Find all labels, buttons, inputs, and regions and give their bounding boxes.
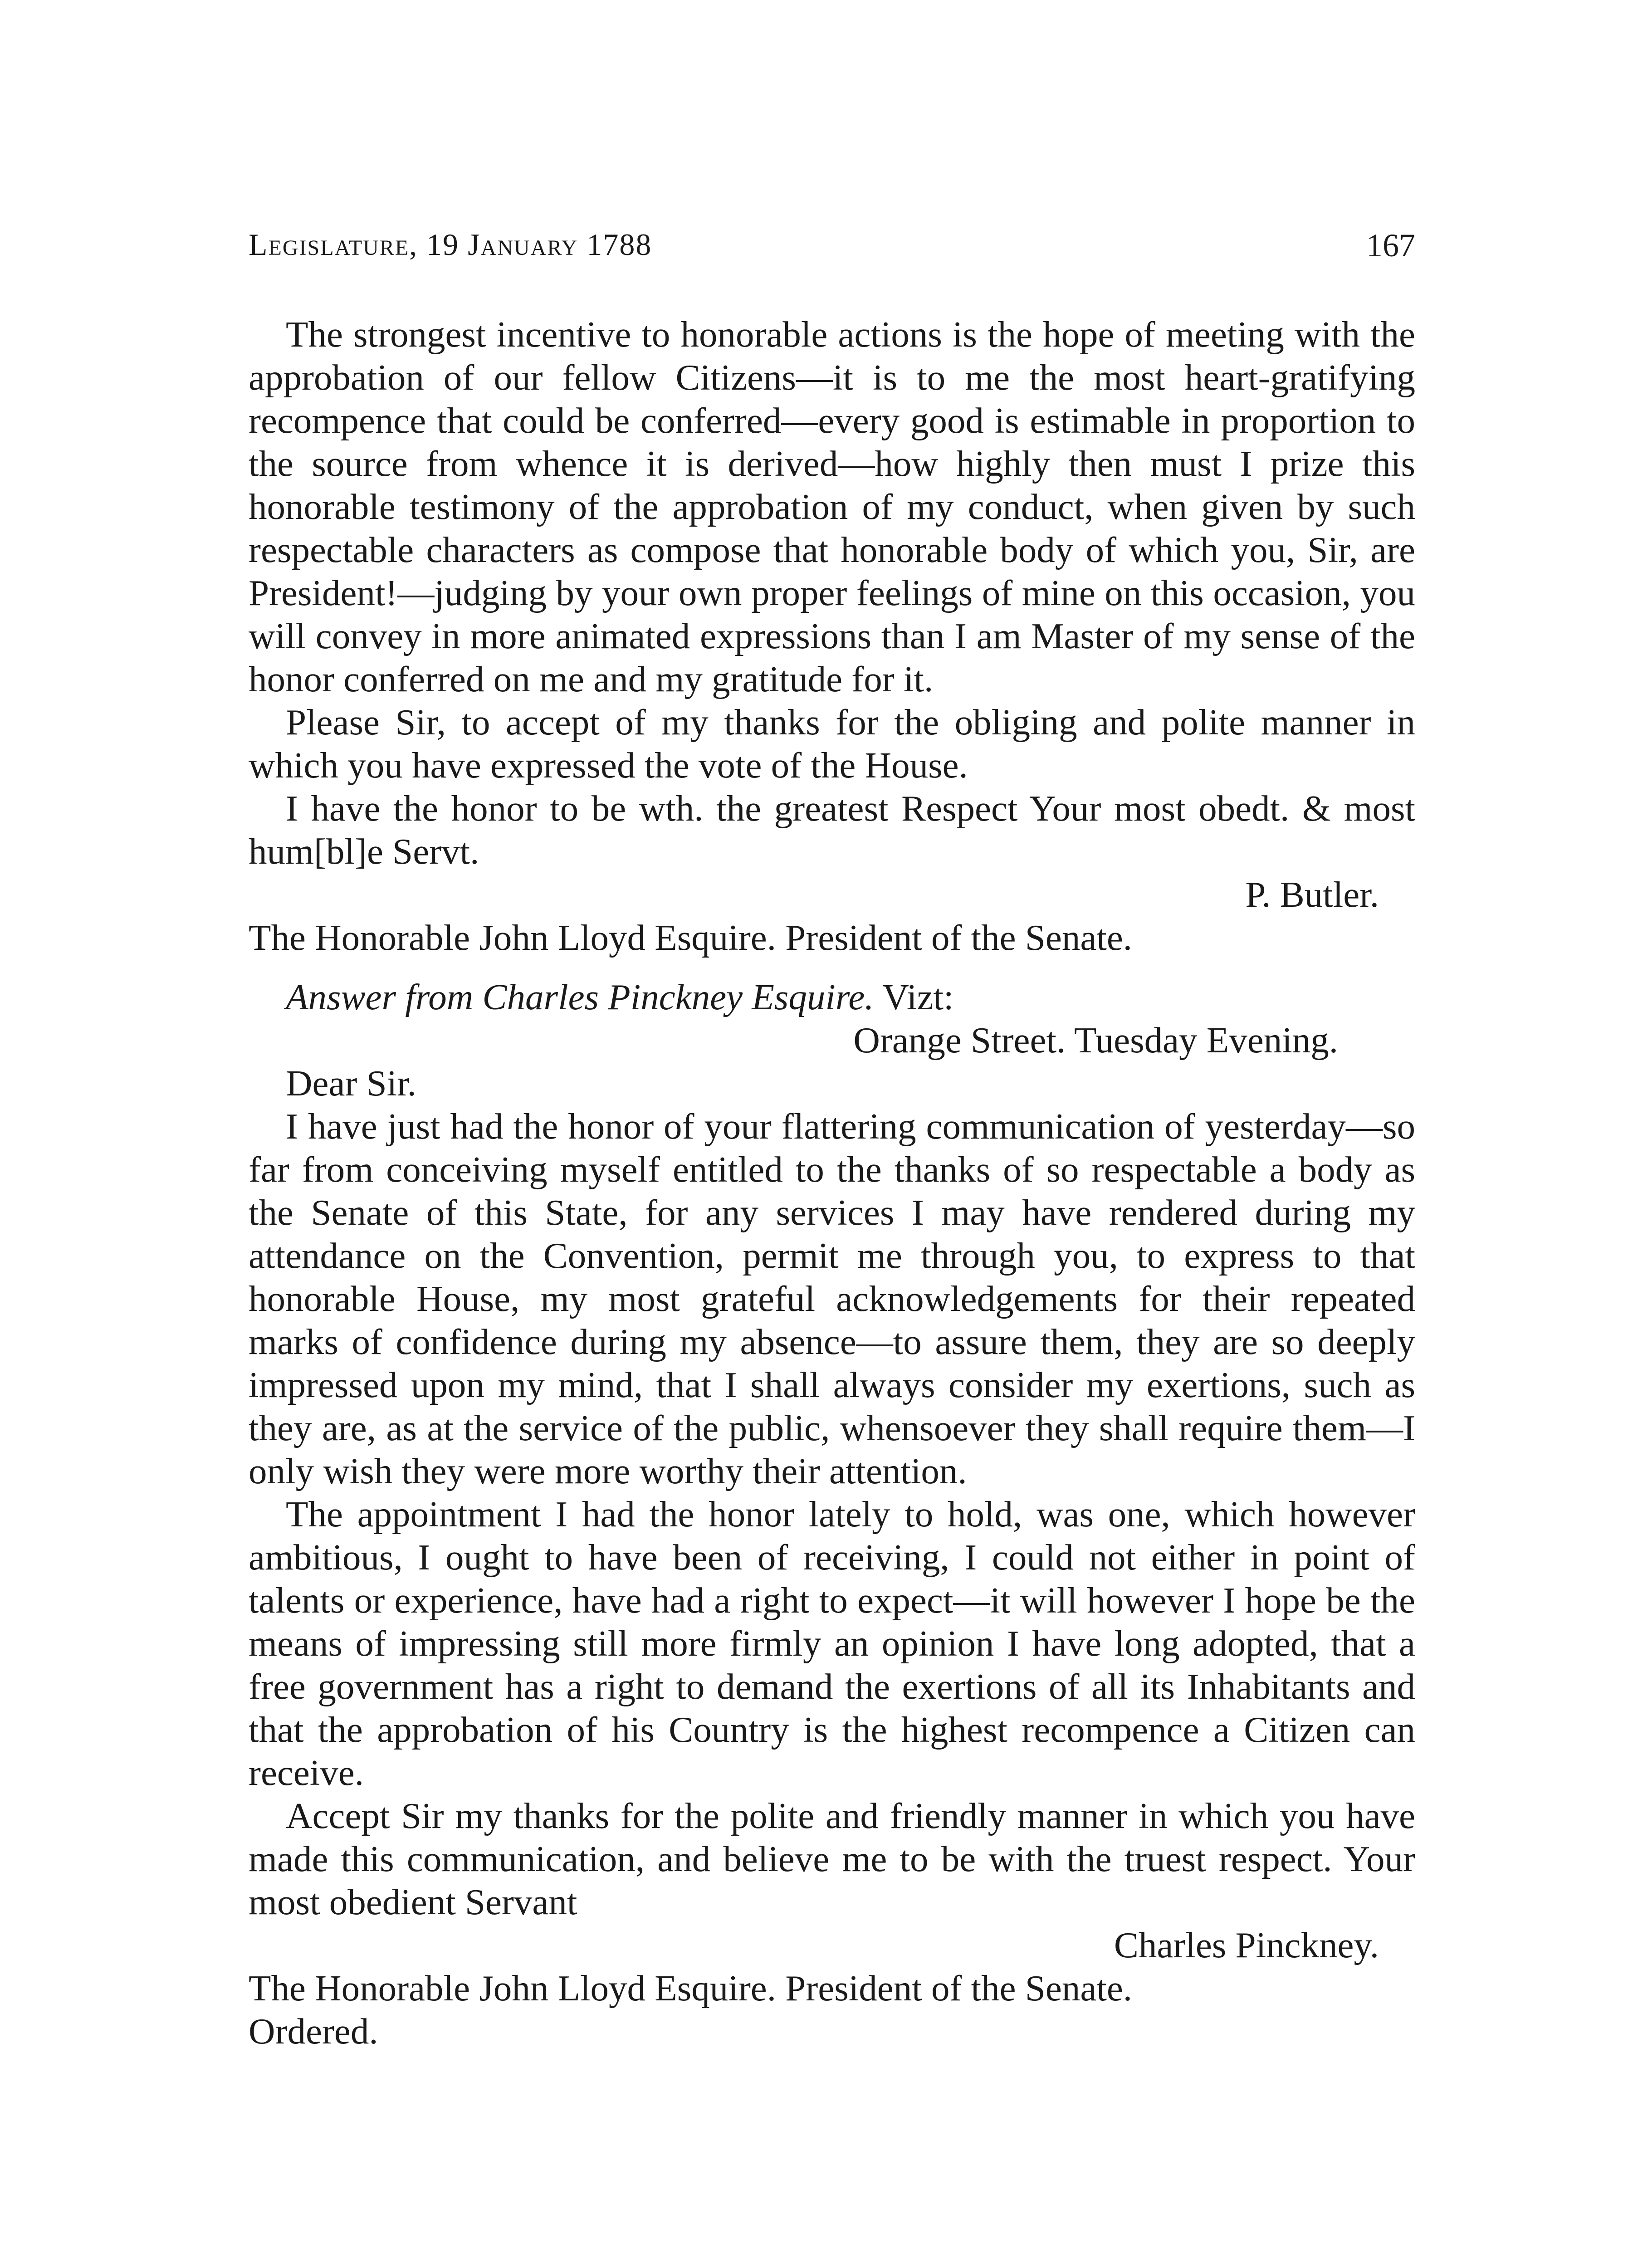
signature: P. Butler.	[1245, 874, 1379, 915]
closing-note: Ordered.	[249, 2011, 378, 2052]
page-number: 167	[1366, 227, 1415, 264]
answer-heading-plain: Vizt:	[874, 977, 954, 1017]
paragraph: I have the honor to be wth. the greatest Respect Your most obedt. & most hum[bl]e Servt.	[249, 788, 1415, 872]
signature: Charles Pinckney.	[1114, 1925, 1379, 1965]
paragraph: I have just had the honor of your flattering communication of yesterday—so far from conceiving myself entitled to the thanks of so respectable a body as the Senate of this State, for any services I may have rendered during my attendance on the Convention, permit me through you, to express to that honorable House, my most grateful acknowledgements for their repeated marks of confidence during my absence—to assure them, they are so deeply impressed upon my mind, that I shall always consider my exertions, such as they are, as at the service of the public, whensoever they shall require them—I only wish they were more worthy their attention.	[249, 1106, 1415, 1491]
paragraph: The strongest incentive to honorable actions is the hope of meeting with the approbation of our fellow Citizens—it is to me the most heart-gratifying recompence that could be conferred—every good is estimable in proportion to the source from whence it is derived—how highly then must I prize this honorable testimony of the approbation of my conduct, when given by such respectable characters as compose that honorable body of which you, Sir, are President!—judging by your own proper feelings of mine on this occasion, you will convey in more animated expressions than I am Master of my sense of the honor conferred on me and my gratitude for it.	[249, 314, 1415, 699]
paragraph: The appointment I had the honor lately to hold, was one, which however ambitious, I ought to have been of receiving, I could not either in point of talents or experience, have had a right to expect—it will however I hope be the means of impressing still more firmly an opinion I have long adopted, that a free government has a right to demand the exertions of all its Inhabitants and that the approbation of his Country is the highest recompence a Citizen can receive.	[249, 1494, 1415, 1793]
pinckney-letter	[249, 976, 1415, 2010]
answer-heading	[249, 976, 1415, 1019]
running-head: Legislature, 19 January 1788	[249, 227, 652, 262]
document-body	[249, 313, 1415, 2053]
answer-heading-italic: Answer from Charles Pinckney Esquire.	[286, 977, 874, 1017]
butler-letter	[249, 313, 1415, 959]
addressee: The Honorable John Lloyd Esquire. President of the Senate.	[249, 917, 1133, 958]
paragraph: Accept Sir my thanks for the polite and friendly manner in which you have made this communication, and believe me to be with the truest respect. Your most obedient Servant	[249, 1795, 1415, 1922]
dateline: Orange Street. Tuesday Evening.	[853, 1020, 1338, 1061]
page-header	[249, 227, 1415, 277]
salutation: Dear Sir.	[286, 1063, 416, 1104]
paragraph: Please Sir, to accept of my thanks for the obliging and polite manner in which you have expressed the vote of the House.	[249, 702, 1415, 786]
addressee: The Honorable John Lloyd Esquire. President of the Senate.	[249, 1968, 1133, 2009]
